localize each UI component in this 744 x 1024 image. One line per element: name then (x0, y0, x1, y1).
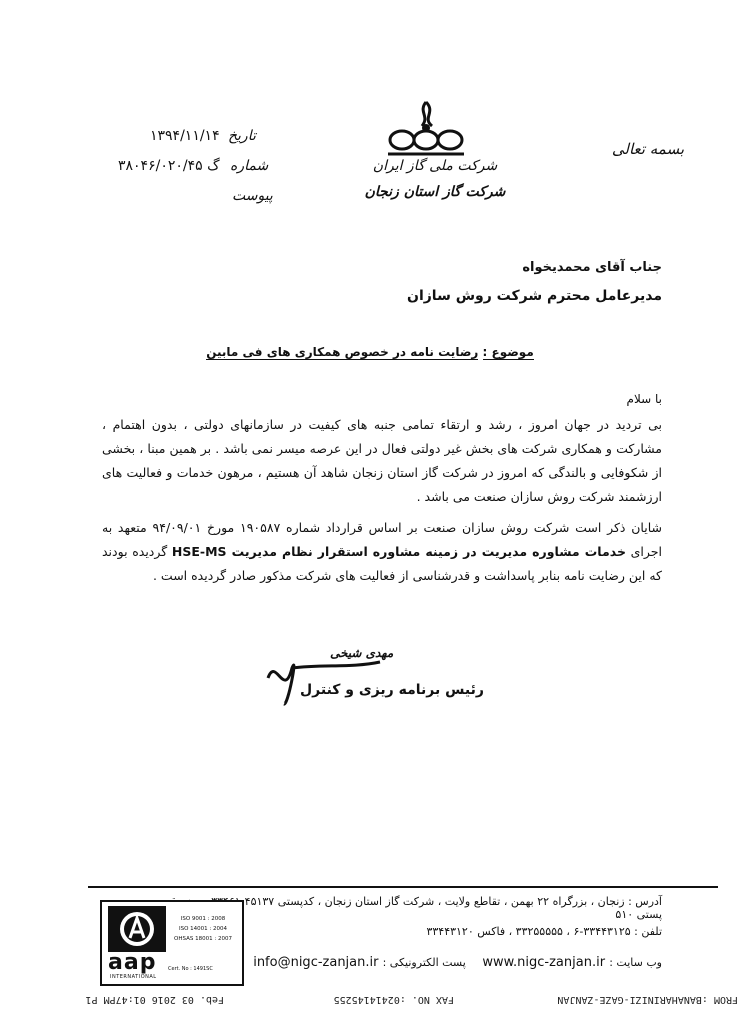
fax-date: Feb. 03 2016 01:47PM P1 (85, 994, 224, 1005)
iso-14001-line: ISO 14001 : 2004 (178, 926, 228, 932)
subject-label: موضوع : (482, 345, 534, 359)
date-label: تاریخ (228, 128, 256, 144)
iso-9001-line: ISO 9001 : 2008 (180, 916, 226, 922)
signatory-title: رئیس برنامه ریزی و کنترل (300, 682, 484, 698)
phone-numbers: ۳۳۴۴۳۱۲۵-۶ ، ۳۳۲۵۵۵۵۵ ، فاکس ۳۳۴۴۳۱۲۰ (426, 925, 631, 938)
email-link[interactable]: info@nigc-zanjan.ir (253, 955, 379, 970)
body-paragraph-2-part-a: شایان ذکر است شرکت روش سازان صنعت بر اساس قرارداد شماره ۱۹۰۵۸۷ مورخ ۹۴/۰۹/۰۱ متعهد به اجرای (102, 520, 662, 559)
email-label: پست الکترونیکی : (382, 956, 466, 969)
date-value: ۱۳۹۴/۱۱/۱۴ (150, 128, 220, 144)
footer-divider (88, 886, 718, 888)
ohsas-18001-line: OHSAS 18001 : 2007 (174, 936, 232, 942)
body-paragraph-2-bold: خدمات مشاوره مدیریت در زمینه مشاوره استقرار نظام مدیریت HSE-MS (171, 544, 626, 559)
letter-number-value: گ ۳۸۰۴۶/۰۲۰/۴۵ (118, 158, 220, 174)
recipient-title: مدیرعامل محترم شرکت روش سازان (407, 288, 662, 304)
address-text: زنجان ، بزرگراه ۲۲ بهمن ، تقاطع ولایت ، شرکت گاز استان زنجان ، کدپستی ۴۵۱۳۷ پستی ۵۱۰ (244, 895, 662, 921)
phone-label: تلفن : (634, 925, 662, 938)
iso-certification-badge (100, 900, 244, 986)
aap-brand-text: aap (108, 950, 157, 975)
letter-number-label: شماره (230, 158, 269, 174)
subject-line (200, 345, 540, 359)
fax-from: FROM :BANAHARINIZI-GAZE-ZANJAN (557, 994, 738, 1005)
recipient-name: جناب آقای محمدیخواه (522, 260, 662, 275)
body-paragraph-2-part-b: گردیده بودند که این رضایت نامه بنابر پاسداشت و قدرشناسی از فعالیت های شرکت مذکور صادر گردیده است . (102, 544, 662, 583)
greeting: با سلام (626, 392, 662, 406)
fax-number: FAX NO. :02414145255 (333, 994, 454, 1005)
nigc-flame-logo-icon (378, 98, 474, 160)
company-name-primary: شرکت ملی گاز ایران (372, 158, 498, 174)
website-link[interactable]: www.nigc-zanjan.ir (482, 955, 606, 970)
aap-certification-logo-icon (108, 906, 166, 952)
address-label: آدرس : (628, 895, 662, 908)
subject-text: رضایت نامه در خصوص همکاری های فی مابین (206, 345, 479, 359)
body-paragraph-1: بی تردید در جهان امروز ، رشد و ارتقاء تمامی جنبه های کیفیت در سازمانهای دولتی ، بدون اهتمام ، مشارکت و همکاری شرکت های بخش غیر دولتی فعال در این عرصه میسر نمی باشد . بر همین مبنا ، بخشی از شکوفایی و بالندگی که امروز در شرکت گاز استان زنجان شاهد آن هستیم ، مرهون خدمات و فعالیت های ارزشمند شرکت روش سازان صنعت می باشد . (102, 417, 662, 504)
website-label: وب سایت : (609, 956, 662, 969)
company-name-secondary: شرکت گاز استان زنجان (364, 184, 506, 200)
bismillah-heading: بسمه تعالی (611, 140, 684, 158)
aap-international-text: INTERNATIONAL (110, 974, 157, 980)
attachment-label: پیوست (232, 188, 273, 204)
certificate-number: Cert. No : 1491SC (168, 966, 213, 972)
body-paragraph-2 (102, 516, 662, 588)
signatory-name: مهدی شیخی (330, 646, 394, 660)
fax-header-strip (0, 988, 744, 1008)
